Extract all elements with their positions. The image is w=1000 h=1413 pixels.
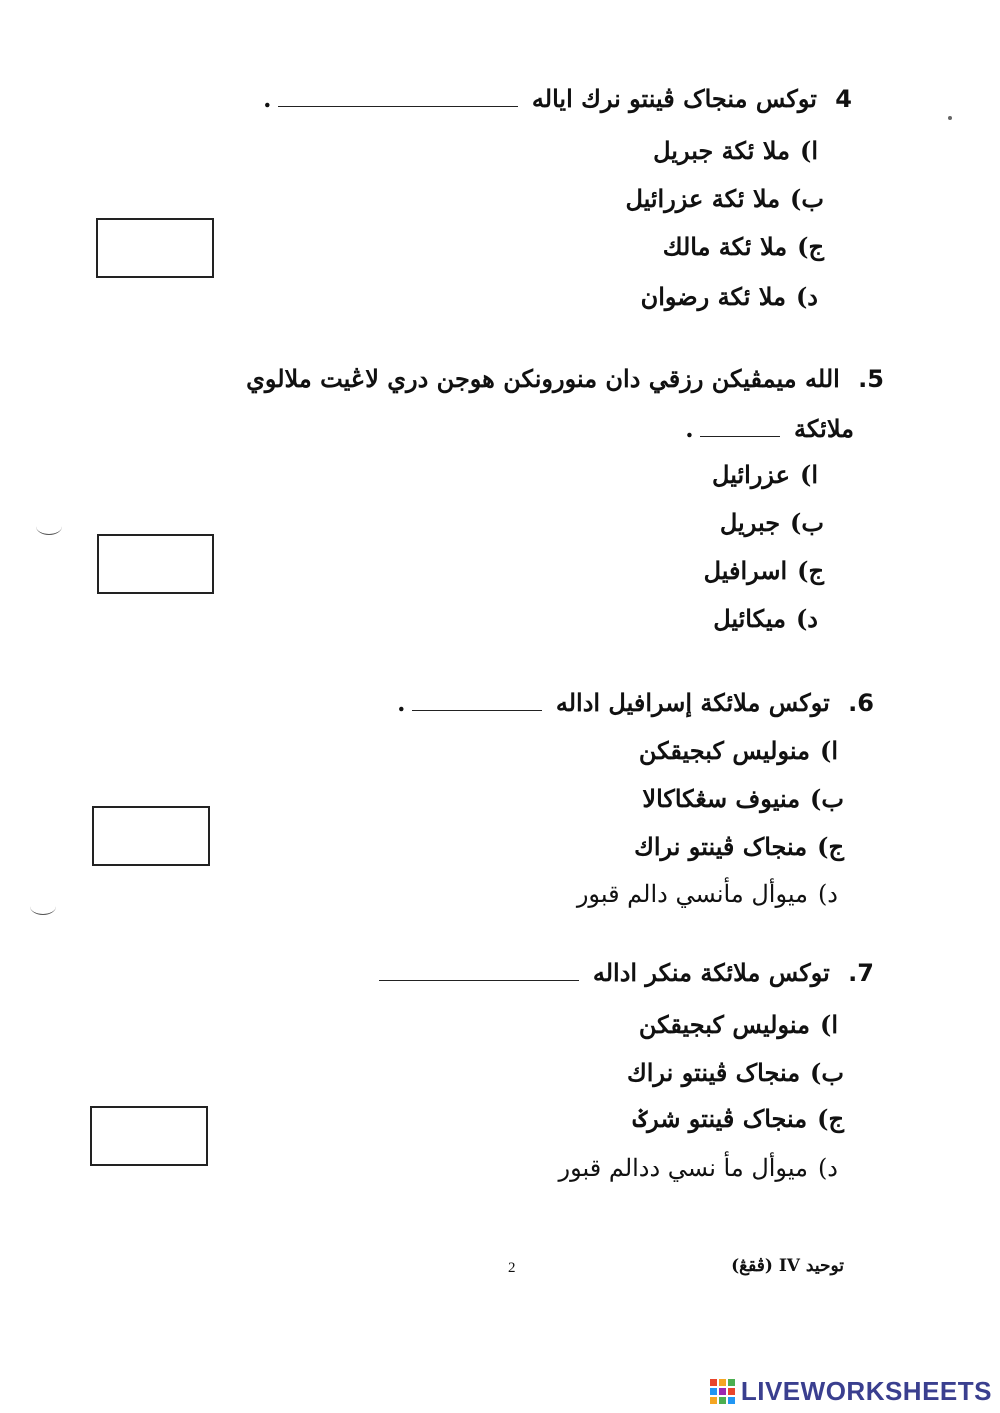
option-letter: ج): [797, 556, 824, 585]
answer-box-q4[interactable]: [96, 218, 214, 278]
brand-name: LIVEWORKSHEETS: [740, 1376, 992, 1406]
option-a: [639, 1010, 838, 1039]
option-d: [559, 1154, 838, 1182]
question-text: توکس ملائكة إسرافيل اداله: [555, 688, 830, 717]
option-letter: ا): [799, 136, 818, 165]
question-number: 6.: [848, 689, 874, 717]
page-number: 2: [508, 1260, 516, 1276]
fill-blank-line: [412, 692, 542, 711]
option-c: [633, 1104, 844, 1133]
liveworksheets-watermark: [710, 1376, 992, 1407]
option-b: [720, 508, 824, 537]
option-c: [663, 232, 824, 261]
option-b: [625, 184, 824, 213]
option-a: [712, 460, 818, 489]
option-text: ملا ئكة جبريل: [653, 136, 790, 165]
option-text: جبريل: [719, 508, 781, 537]
option-text: عزرائيل: [712, 460, 790, 489]
option-text: ملا ئكة مالك: [662, 232, 788, 261]
option-letter: ب): [810, 784, 844, 813]
fill-blank-line: [700, 418, 780, 437]
option-d: [577, 880, 838, 908]
option-text: منوليس كبجيقكن: [638, 1010, 810, 1039]
answer-box-q7[interactable]: [90, 1106, 208, 1166]
margin-mark: [30, 898, 56, 915]
question-number: 4: [835, 85, 852, 113]
option-text: ملا ئكة عزرائيل: [625, 184, 781, 213]
option-c: [634, 832, 844, 861]
option-c: [704, 556, 824, 585]
fill-blank-line: [278, 88, 518, 107]
option-d: [641, 282, 818, 311]
option-letter: د): [817, 880, 838, 908]
option-text: منجاک ڤينتو نراك: [634, 832, 808, 861]
option-d: [713, 604, 818, 633]
question-text-end: .: [263, 84, 272, 113]
option-letter: ج): [797, 232, 824, 261]
option-letter: ا): [799, 460, 818, 489]
question-4-stem: [263, 84, 852, 113]
option-letter: ب): [790, 508, 824, 537]
option-text: ملا ئكة رضوان: [640, 282, 786, 311]
footer-subject: توحيد IV (ڤقڠ): [731, 1256, 844, 1276]
question-5-stem-line1: [246, 364, 884, 393]
option-text: منجاک ڤينتو شرݢ: [633, 1104, 808, 1133]
liveworksheets-logo-icon: [710, 1379, 735, 1404]
option-b: [642, 784, 844, 813]
option-letter: ب): [810, 1058, 844, 1087]
question-text: ملائكة: [794, 414, 854, 443]
question-text: توکس منجاک ڤينتو نرك اياله: [531, 84, 817, 113]
option-letter: ج): [817, 832, 844, 861]
question-5-stem-line2: [685, 414, 854, 443]
question-number: 7.: [848, 959, 874, 987]
question-7-stem: [373, 958, 875, 987]
option-text: ميوأل مأنسي دالم قبور: [576, 880, 808, 908]
answer-box-q6[interactable]: [92, 806, 210, 866]
option-letter: ب): [790, 184, 824, 213]
option-letter: ج): [817, 1104, 844, 1133]
option-letter: د): [795, 282, 818, 311]
question-text: الله ميمڤيكن رزقي دان منورونکن هوجن دري لاڠيت ملالوي: [246, 364, 840, 393]
fill-blank-line: [379, 962, 579, 981]
question-text-end: .: [685, 414, 694, 443]
scan-speck: [948, 116, 952, 120]
option-a: [639, 736, 838, 765]
option-text: منجاک ڤينتو نراك: [626, 1058, 801, 1087]
margin-mark: [36, 518, 62, 535]
question-6-stem: [397, 688, 874, 717]
question-number: 5.: [858, 365, 884, 393]
option-letter: د): [795, 604, 818, 633]
option-text: منوليس كبجيقكن: [638, 736, 810, 765]
option-letter: ا): [819, 736, 838, 765]
option-letter: د): [817, 1154, 838, 1182]
option-text: منيوف سڠكاكالا: [642, 784, 801, 813]
question-text-end: .: [397, 688, 406, 717]
option-a: [653, 136, 818, 165]
answer-box-q5[interactable]: [97, 534, 214, 594]
option-letter: ا): [819, 1010, 838, 1039]
question-text: توکس ملائكة منكر اداله: [592, 958, 830, 987]
option-b: [627, 1058, 844, 1087]
option-text: اسرافيل: [703, 556, 788, 585]
option-text: ميكائيل: [713, 604, 786, 633]
option-text: ميوأل مأ نسي ددالم قبور: [558, 1154, 808, 1182]
